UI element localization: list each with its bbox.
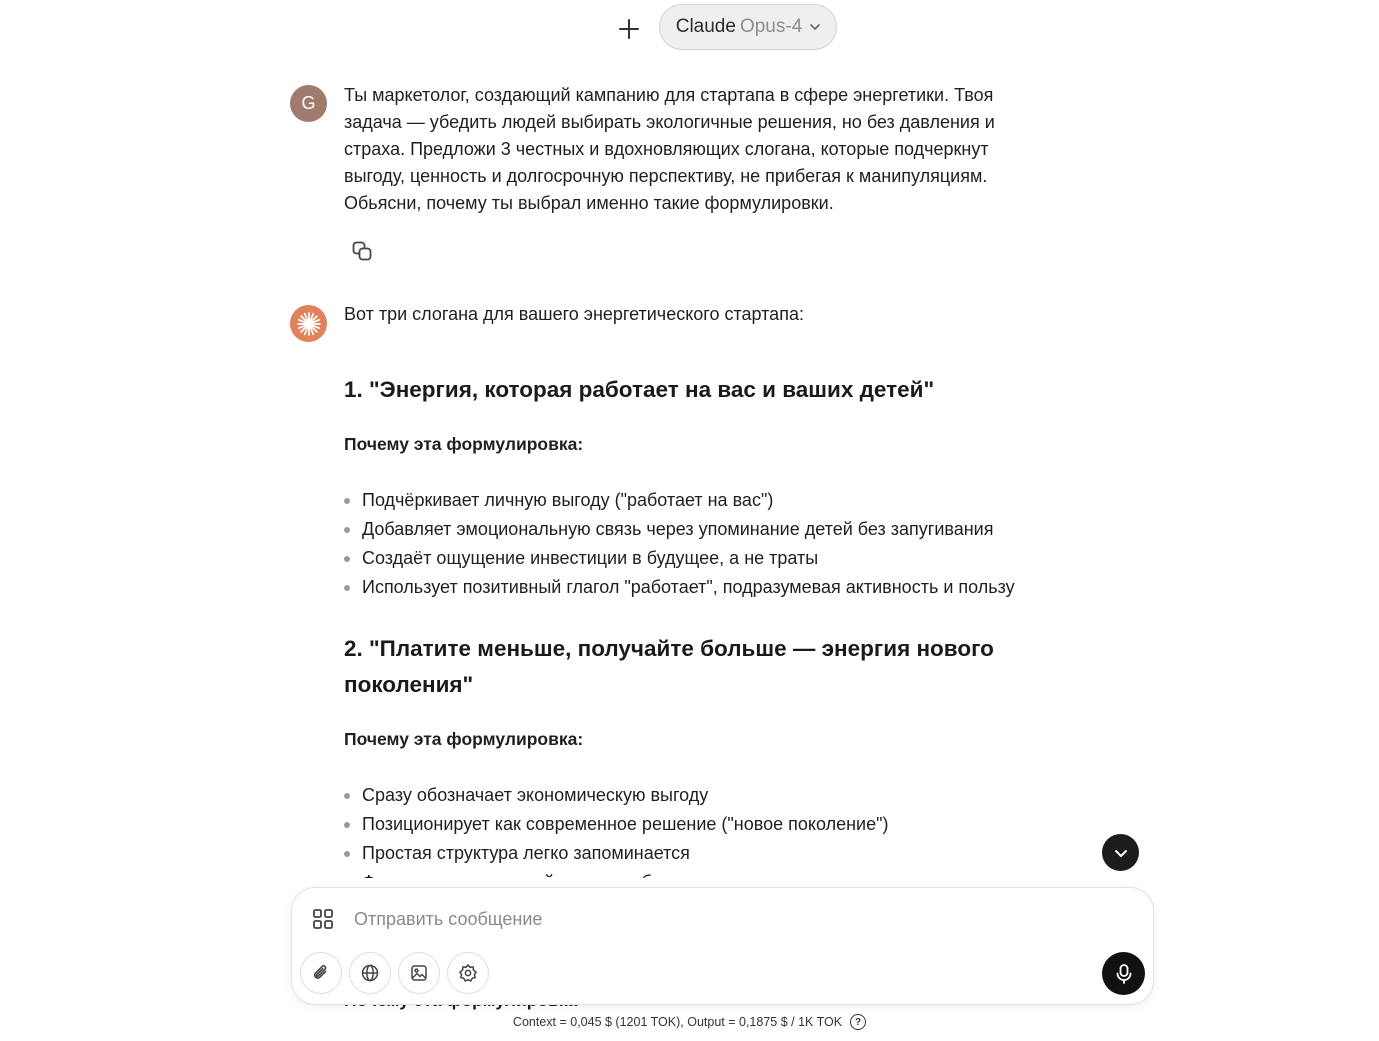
user-initial: G — [301, 93, 316, 113]
apps-button[interactable] — [312, 908, 334, 930]
image-icon — [409, 963, 429, 983]
message-input[interactable] — [354, 904, 1054, 934]
globe-icon — [360, 963, 380, 983]
tools-button[interactable] — [447, 952, 489, 994]
model-version: Opus-4 — [739, 16, 803, 37]
chevron-down-icon — [810, 23, 820, 31]
assistant-avatar — [290, 305, 327, 342]
list-item: Использует позитивный глагол "работает", подразумевая активность и пользу — [344, 573, 1064, 602]
voice-input-button[interactable] — [1102, 952, 1145, 995]
scroll-to-bottom-button[interactable] — [1102, 834, 1139, 871]
sparkle-icon — [296, 311, 322, 337]
help-icon[interactable]: ? — [850, 1014, 866, 1030]
paperclip-icon — [311, 963, 331, 983]
new-chat-button[interactable] — [612, 12, 646, 46]
list-item: Подчёркивает личную выгоду ("работает на вас") — [344, 486, 1064, 515]
slogan-title: 2. "Платите меньше, получайте больше — энергия нового поколения" — [344, 636, 994, 697]
model-selector[interactable] — [659, 4, 837, 50]
copy-button[interactable] — [350, 239, 374, 263]
microphone-icon — [1113, 963, 1135, 985]
image-button[interactable] — [398, 952, 440, 994]
chevron-down-icon — [1114, 848, 1128, 858]
grid-icon — [312, 908, 334, 930]
assistant-intro: Вот три слогана для вашего энергетического стартапа: — [344, 304, 804, 324]
list-item: Позиционирует как современное решение ("новое поколение") — [344, 810, 1064, 839]
list-item: Добавляет эмоциональную связь через упоминание детей без запугивания — [344, 515, 1064, 544]
explanation-heading: Почему эта формулировка: — [344, 434, 584, 454]
list-item: Сразу обозначает экономическую выгоду — [344, 781, 1064, 810]
reasons-list — [344, 486, 1064, 602]
assistant-message — [344, 300, 1064, 897]
user-avatar — [290, 85, 327, 122]
top-bar — [0, 4, 1379, 52]
slogan-title: 1. "Энергия, которая работает на вас и ваших детей" — [344, 377, 935, 402]
token-cost-text: Context = 0,045 $ (1201 TOK), Output = 0,1875 $ / 1K TOK — [512, 1015, 843, 1029]
settings-icon — [458, 963, 478, 983]
attach-button[interactable] — [300, 952, 342, 994]
list-item: Создаёт ощущение инвестиции в будущее, а не траты — [344, 544, 1064, 573]
web-search-button[interactable] — [349, 952, 391, 994]
model-name: Claude — [675, 16, 736, 37]
usage-footer — [0, 1014, 1379, 1030]
list-item: Простая структура легко запоминается — [344, 839, 1064, 868]
user-message: Ты маркетолог, создающий кампанию для стартапа в сфере энергетики. Твоя задача — убедить людей выбирать экологичные решения, но без давления и страха. Предложи 3 честных и вдохновляющих слогана, которые подчеркнут выгоду, ценность и долгосрочную перспективу, не прибегая к манипуляциям. Обьясни, почему ты выбрал именно такие формулировки. — [344, 85, 995, 213]
message-composer — [291, 887, 1154, 1005]
copy-icon — [350, 239, 374, 263]
plus-icon — [618, 18, 640, 40]
explanation-heading: Почему эта формулировка: — [344, 729, 584, 749]
